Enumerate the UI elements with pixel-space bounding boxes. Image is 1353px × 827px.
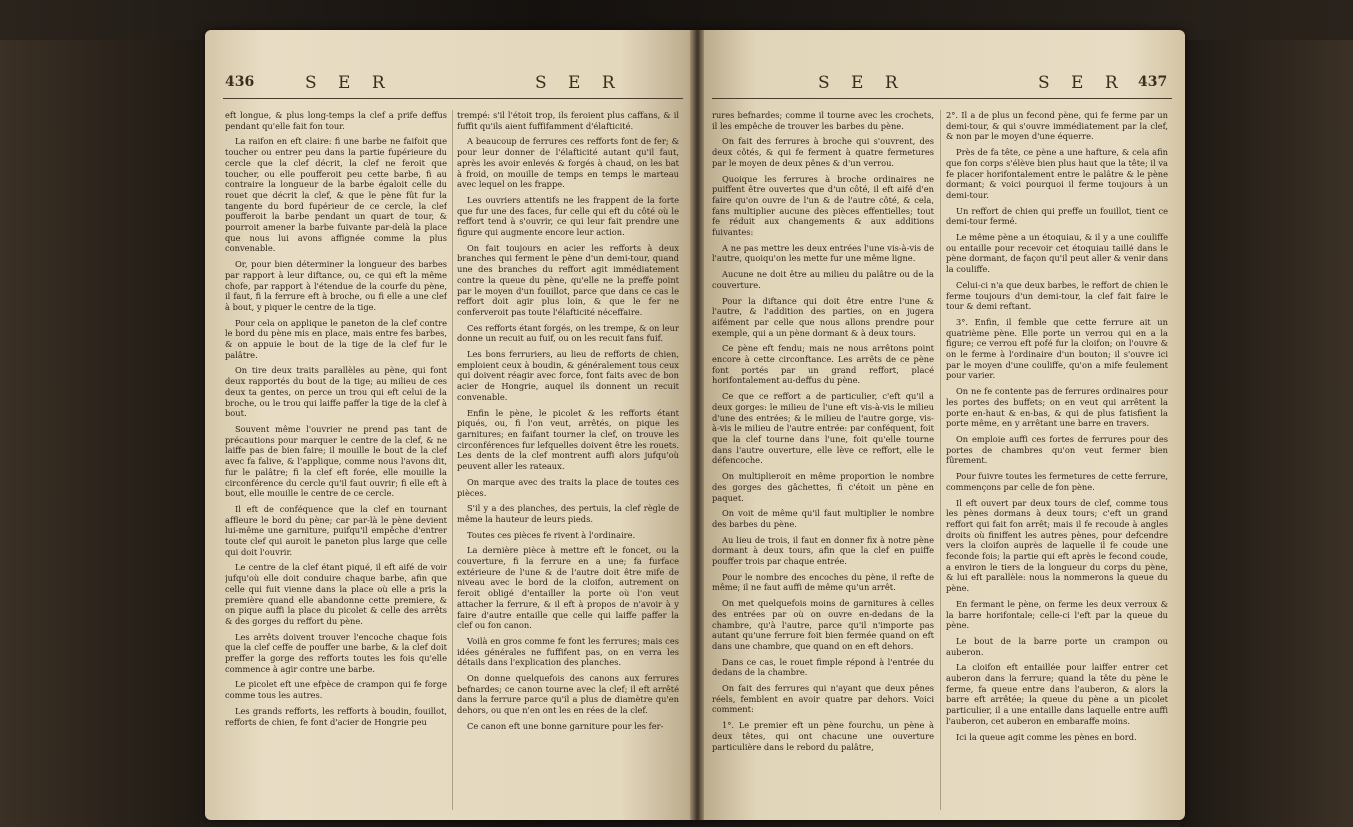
- page-stack-right: [1180, 40, 1353, 827]
- left-page-column-1: [225, 110, 447, 815]
- running-head-left-1: S E R: [305, 73, 393, 93]
- paragraph: La cloifon eft entaillée pour laiffer entrer cet auberon dans la ferrure; quand la tête du pène le ferme, fa queue entre dans l'auberon, & alors la barre eft arrêtée; la queue du pène a un picolet particulier, il a une entaille dans laquelle entre auffi l'auberon, cet auberon en embaraffe moins.: [946, 662, 1168, 726]
- right-page: [698, 30, 1185, 820]
- paragraph: Ici la queue agit comme les pènes en bord.: [956, 731, 1137, 742]
- paragraph: On donne quelquefois des canons aux ferrures befnardes; ce canon tourne avec la clef; il eft arrêté dans la ferrure parce qu'il a plus de diamètre qu'en dehors, ou que n'en ont les en rées de la clef.: [457, 673, 679, 716]
- paragraph: On tire deux traits parallèles au pène, qui font deux rapportés du bout de la tige; au milieu de ces deux ta gentes, on perce un trou qui eft celui de la broche, ou le trou qui laiffe paffer la tige de la clef à bout.: [225, 365, 447, 419]
- paragraph: rures befnardes; comme il tourne avec les crochets, il les empêche de trouver les barbes du pène.: [712, 110, 934, 131]
- left-page-column-2: [457, 110, 679, 815]
- right-page-column-2: [946, 110, 1168, 815]
- paragraph: Près de fa tête, ce pène a une hafture, & cela afin que fon corps s'élève bien plus haut que la tête; il va fe placer horifontalement entre le palâtre & le pène dormant; & voici pourquoi il ferme toujours à un demi-tour.: [946, 147, 1168, 200]
- paragraph: Dans ce cas, le rouet fimple répond à l'entrée du dedans de la chambre.: [712, 656, 934, 678]
- paragraph: Le picolet eft une efpèce de crampon qui fe forge comme tous les autres.: [225, 679, 447, 701]
- paragraph: On fait des ferrures qui n'ayant que deux pênes réels, femblent en avoir quatre par dehors. Voici comment:: [712, 683, 934, 715]
- paragraph: Au lieu de trois, il faut en donner fix à notre pène dormant à deux tours, afin que la clef en puiffe pouffer trois par chaque entrée.: [712, 534, 934, 567]
- paragraph: La raifon en eft claire: fi une barbe ne faifoit que toucher ou entrer peu dans la partie fupérieure du cercle que la clef décrit, la clef ne feroit que toucher, ou elle poufferoit peu cette barbe, fi au contraire la longueur de la barbe égaloit celle du rouet que décrit la clef, & que le pène fût fur la tangente du bord fupérieur de ce cercle, la clef poufferoit la barbe pendant un quart de tour, & pourroit amener la barbe fuivante par-delà la place que nous lui avons affignée comme la plus convenable.: [225, 136, 447, 254]
- paragraph: En fermant le pène, on ferme les deux verroux & la barre horifontale; celle-ci l'eft par la queue du pène.: [946, 598, 1168, 631]
- paragraph: 2°. Il a de plus un fecond pène, qui fe ferme par un demi-tour, & qui s'ouvre immédiatement par la clef, & non par le moyen d'une équerre.: [946, 110, 1168, 142]
- running-head-left-2: S E R: [535, 73, 623, 93]
- running-head-right-1: S E R: [818, 73, 906, 93]
- paragraph: On fait toujours en acier les refforts à deux branches qui ferment le pène d'un demi-tour, quand une des branches du reffort agit immédiatement contre la queue du pène, qu'elle ne la preffe point par le moyen d'un fouillot, parce que dans ce cas le reffort doit agir plus loin, & que le fer ne conferveroit pas toute l'élafticité néceffaire.: [457, 242, 679, 317]
- paragraph: 3°. Enfin, il femble que cette ferrure ait un quatrième pène. Elle porte un verrou qui en a la figure; ce verrou eft pofé fur la cloifon; on l'ouvre & on le ferme à l'ordinaire d'un bouton; il s'ouvre ici par le moyen d'une couliffe, qu'on a mife feulement pour varier.: [946, 316, 1168, 381]
- column-divider-left: [452, 110, 453, 810]
- paragraph: Pour fuivre toutes les fermetures de cette ferrure, commençons par celle de fon pène.: [946, 471, 1168, 492]
- page-stack-left: [0, 40, 200, 827]
- paragraph: Les arrêts doivent trouver l'encoche chaque fois que la clef ceffe de pouffer une barbe, & la clef doit preffer la gorge des refforts toutes les fois qu'elle commence à agir contre une barbe.: [225, 631, 447, 674]
- paragraph: Les bons ferruriers, au lieu de refforts de chien, emploient ceux à boudin, & généralement tous ceux qui doivent réagir avec force, font faits avec de bon acier de Hongrie, auquel ils donnent un recuit convenable.: [457, 349, 679, 402]
- paragraph: Les grands refforts, les refforts à boudin, fouillot, refforts de chien, fe font d'acier de Hongrie peu: [225, 705, 447, 727]
- paragraph: Souvent même l'ouvrier ne prend pas tant de précautions pour marquer le centre de la clef, & ne laiffe pas de bien faire; il mouille le bout de la clef avec fa falive, & l'applique, comme nous l'avons dit, fur le palâtre; fi la clef eft forée, elle mouille la circonférence du cercle qu'il faut ouvrir; fi elle eft à bout, elle mouille le centre de ce cercle.: [225, 423, 447, 499]
- paragraph: Enfin le pène, le picolet & les refforts étant piqués, ou, fi l'on veut, arrêtés, on pique les garnitures; en faifant tourner la clef, on trouve les circonférences fur lefquelles doivent être les rouets. Les dents de la clef montrent auffi alors jufqu'où peuvent aller les rateaux.: [457, 407, 679, 472]
- paragraph: On ne fe contente pas de ferrures ordinaires pour les portes des buffets; on en veut qui arrêtent la porte en-haut & en-bas, & qui de plus fatisfient la porte même, en y arrêtant une barre en travers.: [946, 386, 1168, 429]
- paragraph: Ce canon eft une bonne garniture pour les fer-: [467, 720, 664, 731]
- paragraph: On emploie auffi ces fortes de ferrures pour des portes de chambres qu'on veut fermer bien fûrement.: [946, 433, 1168, 466]
- header-rule-right: [712, 98, 1172, 99]
- paragraph: La dernière pièce à mettre eft le foncet, ou la couverture, fi la ferrure en a une; fa furface extérieure de l'une & de l'autre doit être mife de niveau avec le bord de la cloifon, autrement on feroit obligé d'entailler la porte où l'on veut attacher la ferrure, & il eft à propos de n'avoir à y faire d'autre entaille que celle qui laiffe paffer la clef ou fon canon.: [457, 545, 679, 631]
- paragraph: Les ouvriers attentifs ne les frappent de la forte que fur une des faces, fur celle qui eft du côté où le reffort tend à s'ouvrir, ce qui leur fait prendre une figure qui augmente encore leur action.: [457, 194, 679, 238]
- paragraph: Le centre de la clef étant piqué, il eft aifé de voir jufqu'où elle doit conduire chaque barbe, afin que celle qui fuit vienne dans la place où elle a pris la première quand elle abandonne cette premiere, & on pique auffi la place du picolet & celle des arrêts & des gorges du reffort du pène.: [225, 562, 447, 626]
- paragraph: Il eft ouvert par deux tours de clef, comme tous les pènes dormans à deux tours; c'eft un grand reffort qui fait fon arrêt; mais il fe recoude à angles droits où finiffent les autres pènes, pour defcendre vers la cloifon auprès de laquelle il fe coude une feconde fois; la partie qui eft après le fecond coude, a environ le tiers de la longueur du corps du pène, & lui eft parallèle: nous la nommerons la queue du pène.: [946, 497, 1168, 594]
- paragraph: Ces refforts étant forgés, on les trempe, & on leur donne un recuit au fuif, ou on les recuit fans fuif.: [457, 322, 679, 344]
- paragraph: Toutes ces pièces fe rivent à l'ordinaire.: [467, 529, 636, 540]
- page-number-left: 436: [225, 74, 255, 90]
- paragraph: Aucune ne doit être au milieu du palâtre ou de la couverture.: [712, 269, 934, 290]
- paragraph: A ne pas mettre les deux entrées l'une vis-à-vis de l'autre, quoiqu'on les mette fur une même ligne.: [712, 242, 934, 264]
- paragraph: Il eft de conféquence que la clef en tournant affleure le bord du pène; car par-là le pène devient lui-même une garniture, puifqu'il empêche d'entrer toute clef qui auroit le paneton plus large que celle qui doit l'ouvrir.: [225, 503, 447, 557]
- paragraph: Un reffort de chien qui preffe un fouillot, tient ce demi-tour fermé.: [946, 205, 1168, 227]
- paragraph: 1°. Le premier eft un pène fourchu, un pène à deux têtes, qui ont chacune une ouverture particulière dans le rebord du palâtre,: [712, 720, 934, 752]
- paragraph: Pour cela on applique le paneton de la clef contre le bord du pène mis en place, mais entre fes barbes, & on appuie le bout de la tige de la clef fur le palâtre.: [225, 317, 447, 360]
- paragraph: eft longue, & plus long-temps la clef a prife deffus pendant qu'elle fait fon tour.: [225, 110, 447, 131]
- paragraph: Ce pène eft fendu; mais ne nous arrêtons point encore à cette circonftance. Les arrêts de ce pène font portés par un grand reffort, placé horifontalement au-deffus du pène.: [712, 343, 934, 386]
- left-page: [205, 30, 695, 820]
- paragraph: On marque avec des traits la place de toutes ces pièces.: [457, 476, 679, 498]
- paragraph: On met quelquefois moins de garnitures à celles des entrées par où on ouvre en-dedans de la chambre, qu'à l'autre, parce qu'il n'importe pas autant qu'une ferrure foit bien fermée quand on eft dans une chambre, que quand on en eft dehors.: [712, 598, 934, 651]
- paragraph: Le bout de la barre porte un crampon ou auberon.: [946, 635, 1168, 657]
- paragraph: S'il y a des planches, des pertuis, la clef règle de même la hauteur de leurs pieds.: [457, 503, 679, 524]
- paragraph: On fait des ferrures à broche qui s'ouvrent, des deux côtés, & qui fe ferment à quatre fermetures par le moyen de deux pênes & d'un verrou.: [712, 136, 934, 168]
- paragraph: Ce que ce reffort a de particulier, c'eft qu'il a deux gorges: le milieu de l'une eft vis-à-vis le milieu d'une des entrées; & le milieu de l'autre gorge, vis-à-vis le milieu de l'autre entrée: par conféquent, foit que la clef tourne dans l'une, foit qu'elle tourne dans l'autre ouverture, elle lève ce reffort, elle le défencoche.: [712, 391, 934, 466]
- paragraph: On voit de même qu'il faut multiplier le nombre des barbes du pène.: [712, 508, 934, 529]
- paragraph: Pour la diftance qui doit être entre l'une & l'autre, & l'addition des parties, on en jugera aifément par celle que nous allons prendre pour exemple, qui a un pène dormant & à deux tours.: [712, 295, 934, 338]
- running-head-right-2: S E R: [1038, 73, 1126, 93]
- header-rule-left: [223, 98, 683, 99]
- paragraph: trempé: s'il l'étoit trop, ils feroient plus caffans, & il fuffit qu'ils aient fuffifamment d'élafticité.: [457, 110, 679, 131]
- column-divider-right: [940, 110, 941, 810]
- paragraph: A beaucoup de ferrures ces refforts font de fer; & pour leur donner de l'élafticité autant qu'il faut, après les avoir enlevés & forgés à chaud, on les bat à froid, on mouille de temps en temps le marteau avec lequel on les frappe.: [457, 136, 679, 190]
- page-number-right: 437: [1138, 74, 1168, 90]
- paragraph: Or, pour bien déterminer la longueur des barbes par rapport à leur diftance, ou, ce qui eft la même chofe, par rapport à l'étendue de la courfe du pène, il faut, fi la ferrure eft à broche, ou fi elle a une clef à bout, y piquer le centre de la tige.: [225, 259, 447, 312]
- book-gutter: [690, 30, 704, 820]
- paragraph: Celui-ci n'a que deux barbes, le reffort de chien le ferme toujours d'un demi-tour, la clef fait faire le tour & demi reftant.: [946, 279, 1168, 312]
- paragraph: Quoique les ferrures à broche ordinaires ne puiffent être ouvertes que d'un côté, il eft aifé d'en faire qu'on ouvre de l'un & de l'autre côté, & cela, fans multiplier aucune des pièces effentielles; tout fe réduit aux changements & aux additions fuivantes:: [712, 173, 934, 238]
- paragraph: On multiplieroit en même proportion le nombre des gorges des gâchettes, fi c'étoit un pène en paquet.: [712, 471, 934, 503]
- paragraph: Le même pène a un étoquiau, & il y a une couliffe ou entaille pour recevoir cet étoquiau taillé dans le pène dormant, de façon qu'il peut aller & venir dans la couliffe.: [946, 232, 1168, 275]
- right-page-column-1: [712, 110, 934, 815]
- paragraph: Pour le nombre des encoches du pène, il refte de même; il ne faut auffi de même qu'un arrêt.: [712, 571, 934, 593]
- paragraph: Voilà en gros comme fe font les ferrures; mais ces idées générales ne fuffifent pas, on en verra les détails dans l'explication des planches.: [457, 635, 679, 668]
